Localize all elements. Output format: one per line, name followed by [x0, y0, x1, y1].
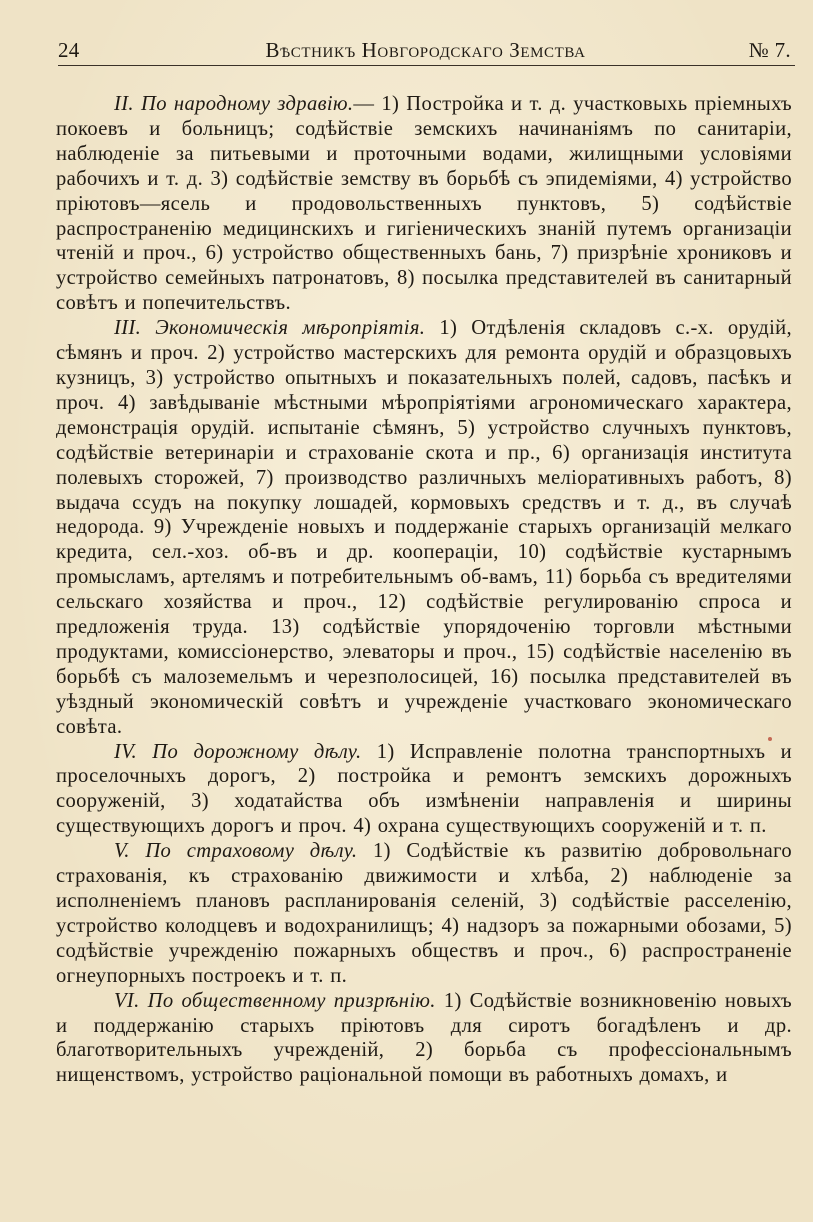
section-text: — 1) Постройка и т. д. участковыхь пріемныхъ покоевъ и больницъ; содѣйствіе земскихъ начинаніямъ по санитаріи, наблюденіе за питьевыми и проточными водами, жилищными условіями рабочихъ и т. д. 3) содѣйствіе земству въ борьбѣ съ эпидеміями, 4) устройство пріютовъ—ясель и продовольственныхъ пунктовъ, 5) содѣйствіе распространенію медицинскихъ и гигіеническихъ знаній путемъ организаціи чтеній и проч., 6) устройство общественныхъ бань, 7) призрѣніе хрониковъ и устройство семейныхъ патронатовъ, 8) посылка представителей въ санитарный совѣтъ и попечительствъ. — [56, 93, 792, 315]
running-header — [58, 38, 793, 68]
section-text: 1) Исправленіе полотна транспортныхъ и проселочныхъ дорогъ, 2) постройка и ремонтъ земскихъ дорожныхъ сооруженій, 3) ходатайства объ измѣненіи направленія и ширины существующихъ дорогъ и проч. 4) охрана существующихъ сооруженій и т. п. — [56, 740, 793, 838]
section-heading: VI. По общественному призрѣнію. — [114, 989, 436, 1012]
section-heading: II. По народному здравію. — [114, 93, 354, 115]
article-body — [56, 92, 792, 1088]
header-rule — [58, 65, 795, 66]
page-number: 24 — [58, 38, 80, 62]
journal-title: Вѣстникъ Новгородскаго Земства — [265, 38, 586, 62]
section-heading: III. Экономическія мѣропріятія. — [114, 317, 426, 340]
section-economy — [56, 316, 792, 739]
section-text: 1) Отдѣленія складовъ с.-х. орудій, сѣмянъ и проч. 2) устройство мастерскихъ для ремонта орудій и образцовыхъ кузницъ, 3) устройство опытныхъ и показательныхъ полей, садовъ, пасѣкъ и проч. 4) завѣдываніе мѣстными мѣропріятіями агрономическаго характера, демонстрація орудій. испытаніе сѣмянъ, 5) устройство случныхъ пунктовъ, содѣйствіе ветеринаріи и страхованіе скота и пр., 6) организація института полевыхъ сторожей, 7) производство различныхъ меліоративныхъ работъ, 8) выдача ссудъ на покупку лошадей, кормовыхъ средствъ и т. д., въ случаѣ недорода. 9) Учрежденіе новыхъ и поддержаніе старыхъ организацій мелкаго кредита, сел.-хоз. об-въ и др. коопераціи, 10) содѣйствіе кустарнымъ промысламъ, артелямъ и потребительнымъ об-вамъ, 11) борьба съ вредителями сельскаго хозяйства и проч., 12) содѣйствіе регулированію спроса и предложенія труда. 13) содѣйствіе упорядоченію торговли мѣстными продуктами, комиссіонерство, элеваторы и проч., 15) содѣйствіе населенію въ борьбѣ съ малоземельмъ и черезполосицей, 16) посылка представителей въ уѣздный экономическій совѣтъ и учрежденіе участковаго экономическаго совѣта. — [56, 317, 793, 738]
section-health — [56, 92, 792, 316]
section-heading: IV. По дорожному дѣлу. — [114, 740, 362, 763]
section-insurance — [56, 839, 792, 988]
section-text: 1) Содѣйствіе возникновенію новыхъ и поддержанію старыхъ пріютовъ для сиротъ богадѣленъ и др. благотворительныхъ учрежденій, 2) борьба съ профессіональнымъ нищенствомъ, устройство раціональной помощи въ работныхъ домахъ, и — [56, 989, 792, 1087]
section-heading: V. По страховому дѣлу. — [114, 840, 358, 863]
section-text: 1) Содѣйствіе къ развитію добровольнаго страхованія, къ страхованію движимости и хлѣба, 2) наблюденіе за исполненіемъ плановъ распланированія селеній, 3) содѣйствіе расселенію, устройство колодцевъ и водохранилищъ; 4) надзоръ за пожарными обозами, 5) содѣйствіе учрежденію пожарныхъ обществъ и проч., 6) распространеніе огнеупорныхъ построекъ и т. п. — [56, 840, 793, 987]
paper-speck — [768, 737, 772, 741]
section-roads — [56, 740, 792, 840]
issue-number: № 7. — [748, 38, 791, 62]
section-charity — [56, 989, 792, 1089]
